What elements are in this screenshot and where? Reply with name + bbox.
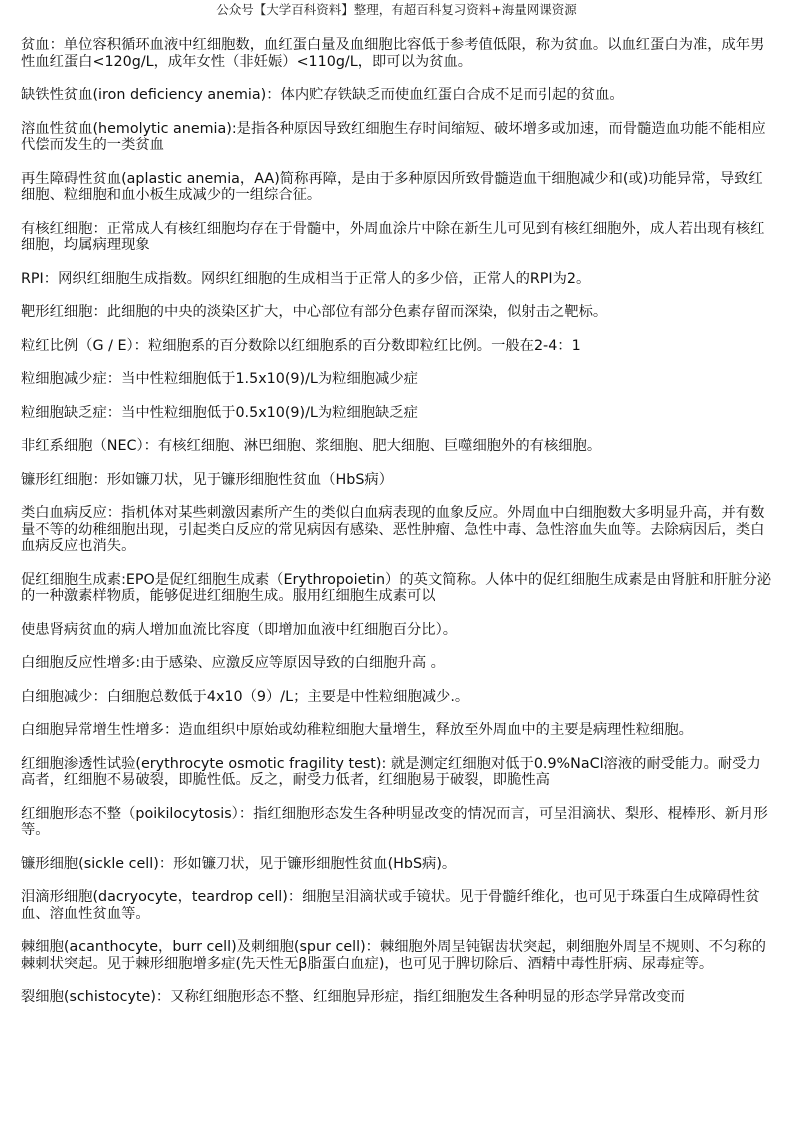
paragraph-target-cell: 靶形红细胞：此细胞的中央的淡染区扩大，中心部位有部分色素存留而深染，似射击之靶标。 <box>21 304 608 320</box>
paragraph-nec: 非红系细胞（NEC）：有核红细胞、淋巴细胞、浆细胞、肥大细胞、巨噬细胞外的有核细胞。 <box>21 438 602 454</box>
header-watermark: 公众号【大学百科资料】整理，有超百科复习资料+海量网课资源 <box>216 2 577 17</box>
paragraph-epo: 促红细胞生成素:EPO是促红细胞生成素（Erythropoietin）的英文简称。人体中的促红细胞生成素是由肾脏和肝脏分泌的一种激素样物质，能够促进红细胞生成。服用红细胞生成素可以 <box>21 571 772 604</box>
paragraph-sickle-rbc: 镰形红细胞：形如镰刀状，见于镰形细胞性贫血（HbS病） <box>21 471 394 488</box>
paragraph-abnormal-leukocytosis: 白细胞异常增生性增多：造血组织中原始或幼稚粒细胞大量增生，释放至外周血中的主要是病理性粒细胞。 <box>21 722 693 738</box>
paragraph-osmotic-fragility: 红细胞渗透性试验(erythrocyte osmotic fragility test): 就是测定红细胞对低于0.9%NaCl溶液的耐受能力。耐受力高者，红细胞不易破裂，即脆性低。反之，耐受力低者，红细胞易于破裂，即脆性高 <box>21 755 761 788</box>
paragraph-agranulocytosis: 粒细胞缺乏症：当中性粒细胞低于0.5x10(9)/L为粒细胞缺乏症 <box>21 404 418 421</box>
paragraph-dacryocyte: 泪滴形细胞(dacryocyte，teardrop cell)：细胞呈泪滴状或手镜状。见于骨髓纤维化，也可见于珠蛋白生成障碍性贫血、溶血性贫血等。 <box>21 889 760 922</box>
paragraph-acanthocyte: 棘细胞(acanthocyte，burr cell)及刺细胞(spur cell)：棘细胞外周呈钝锯齿状突起，刺细胞外周呈不规则、不匀称的棘刺状突起。见于棘形细胞增多症(先天性无β脂蛋白血症)，也可见于脾切除后、酒精中毒性肝病、尿毒症等。 <box>21 939 766 972</box>
paragraph-schistocyte: 裂细胞(schistocyte)：又称红细胞形态不整、红细胞异形症，指红细胞发生各种明显的形态学异常改变而 <box>21 989 685 1005</box>
paragraph-anemia: 贫血：单位容积循环血液中红细胞数，血红蛋白量及血细胞比容低于参考值低限，称为贫血。以血红蛋白为准，成年男性血红蛋白<120g/L，成年女性（非妊娠）<110g/L，即可以为贫血。 <box>21 37 765 70</box>
paragraph-poikilocytosis: 红细胞形态不整（poikilocytosis）：指红细胞形态发生各种明显改变的情况而言，可呈泪滴状、梨形、棍棒形、新月形等。 <box>21 805 768 838</box>
paragraph-neutropenia: 粒细胞减少症：当中性粒细胞低于1.5x10(9)/L为粒细胞减少症 <box>21 371 418 387</box>
paragraph-epo-continued: 使患肾病贫血的病人增加血流比容度（即增加血液中红细胞百分比）。 <box>21 621 458 638</box>
paragraph-sickle-cell: 镰形细胞(sickle cell)：形如镰刀状，见于镰形细胞性贫血(HbS病)。 <box>21 855 457 872</box>
paragraph-iron-deficiency-anemia: 缺铁性贫血(iron deficiency anemia)：体内贮存铁缺乏而使血红蛋白合成不足而引起的贫血。 <box>21 87 624 103</box>
paragraph-leukopenia: 白细胞减少：白细胞总数低于4x10（9）/L；主要是中性粒细胞减少.。 <box>21 688 470 705</box>
paragraph-rpi: RPI：网织红细胞生成指数。网织红细胞的生成相当于正常人的多少倍，正常人的RPI为2。 <box>21 270 591 287</box>
paragraph-nucleated-rbc: 有核红细胞：正常成人有核红细胞均存在于骨髓中，外周血涂片中除在新生儿可见到有核红细胞外，成人若出现有核红细胞，均属病理现象 <box>21 220 765 253</box>
paragraph-hemolytic-anemia: 溶血性贫血(hemolytic anemia):是指各种原因导致红细胞生存时间缩短、破坏增多或加速，而骨髓造血功能不能相应代偿而发生的一类贫血 <box>21 120 766 153</box>
paragraph-reactive-leukocytosis: 白细胞反应性增多:由于感染、应激反应等原因导致的白细胞升高 。 <box>21 655 445 671</box>
paragraph-aplastic-anemia: 再生障碍性贫血(aplastic anemia，AA)简称再障，是由于多种原因所致骨髓造血干细胞减少和(或)功能异常，导致红细胞、粒细胞和血小板生成减少的一组综合征。 <box>21 170 763 203</box>
document-body <box>21 37 773 1023</box>
paragraph-leukemoid-reaction: 类白血病反应：指机体对某些刺激因素所产生的类似白血病表现的血象反应。外周血中白细胞数大多明显升高，并有数量不等的幼稚细胞出现，引起类白反应的常见病因有感染、恶性肿瘤、急性中毒、急性溶血失血等。去除病因后，类白血病反应也消失。 <box>21 505 765 554</box>
paragraph-ge-ratio: 粒红比例（G / E）：粒细胞系的百分数除以红细胞系的百分数即粒红比例。一般在2-4：1 <box>21 337 581 354</box>
